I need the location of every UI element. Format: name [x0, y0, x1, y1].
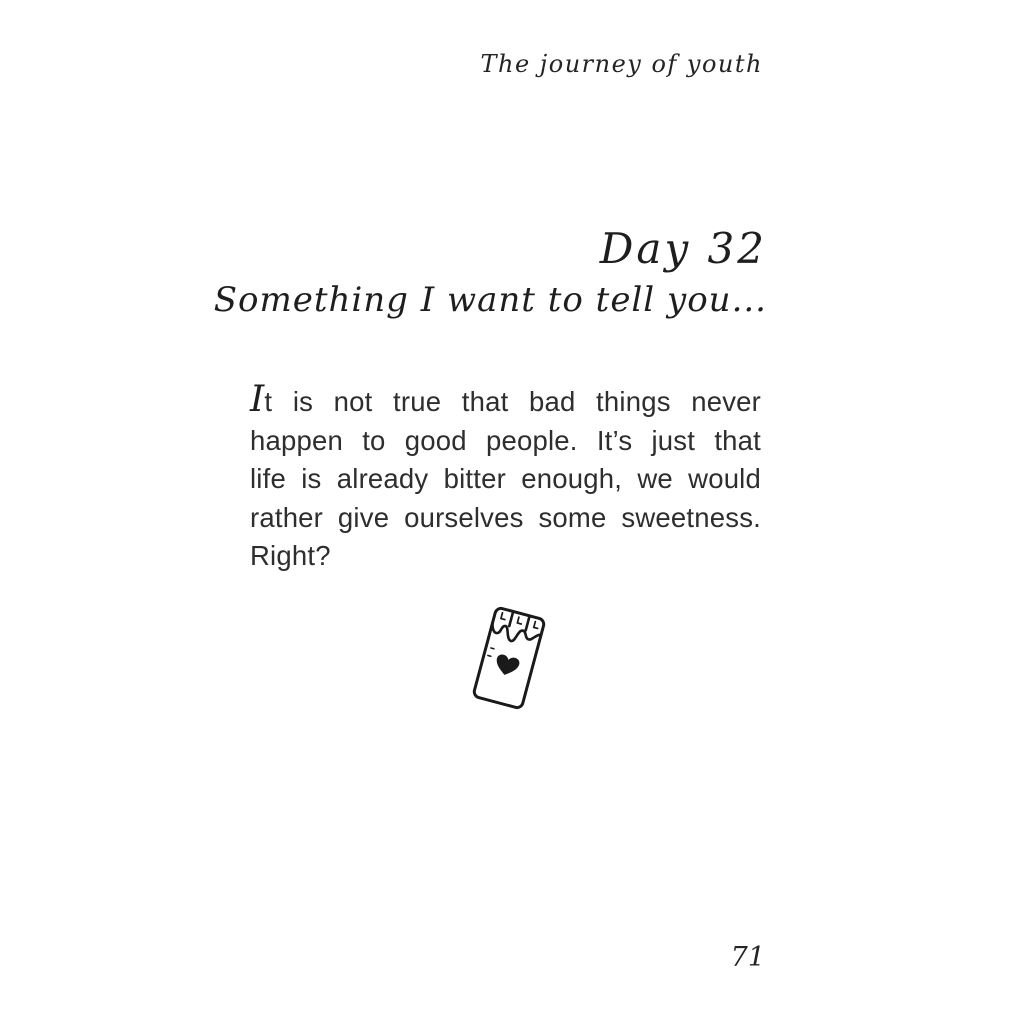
page-number: 71 [730, 942, 765, 973]
body-paragraph [250, 379, 761, 576]
body-line-2: happen to good people. It’s just that [250, 424, 761, 456]
body-line-4: rather give ourselves some sweetness. [250, 501, 761, 533]
chapter-day-title: Day 32 [599, 224, 767, 273]
body-line-1-text: t is not true that bad things never [264, 386, 761, 417]
body-line-1 [250, 379, 761, 422]
running-header: The journey of youth [480, 50, 763, 78]
script-initial: I [250, 379, 265, 420]
chocolate-bar-with-heart-icon [465, 601, 553, 714]
chapter-subtitle: Something I want to tell you... [213, 280, 767, 320]
chapter-heading [214, 222, 767, 324]
body-line-3: life is already bitter enough, we would [250, 463, 761, 494]
body-line-5: Right? [250, 540, 331, 571]
